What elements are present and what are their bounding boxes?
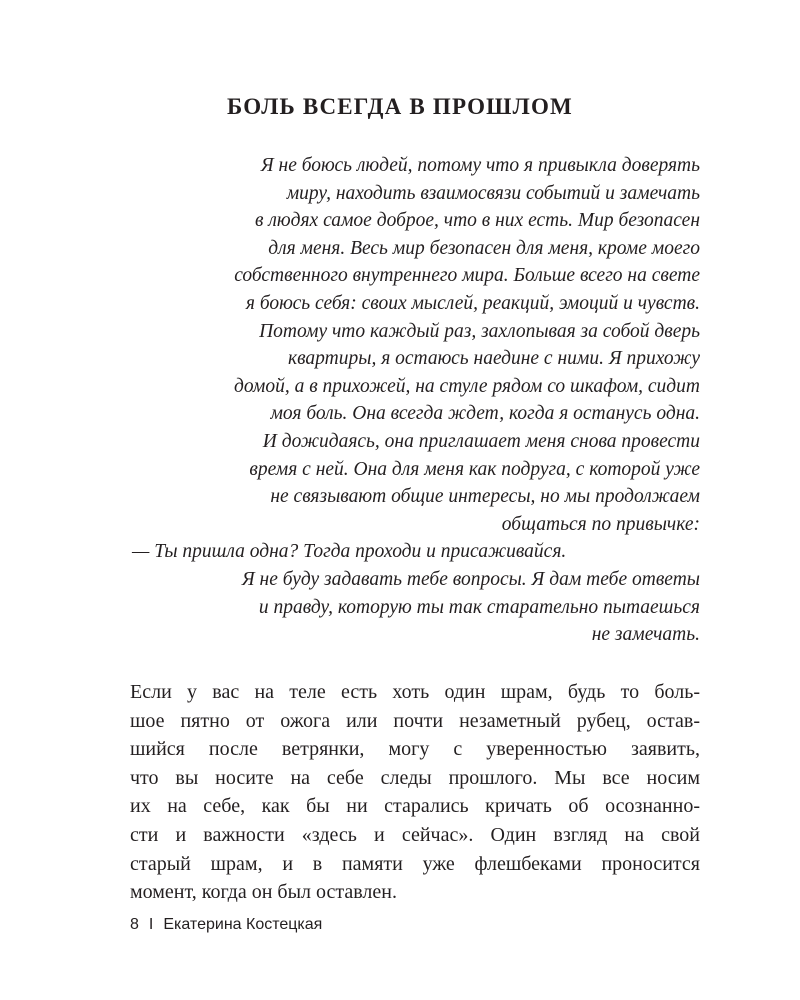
epigraph-line: Я не буду задавать тебе вопросы. Я дам тебе ответы — [241, 568, 700, 590]
epigraph-line: Я не боюсь людей, потому что я привыкла доверять — [260, 155, 700, 176]
body-line: сти и важности «здесь и сейчас». Один взгляд на свой — [130, 823, 700, 846]
epigraph-line: я боюсь себя: своих мыслей, реакций, эмоций и чувств. — [245, 292, 700, 314]
epigraph-line: моя боль. Она всегда ждет, когда я останусь одна. — [270, 403, 700, 425]
epigraph-line: миру, находить взаимосвязи событий и замечать — [286, 182, 700, 204]
body-line: шийся после ветрянки, могу с уверенностью заявить, — [130, 738, 700, 761]
epigraph-line: общаться по привычке: — [501, 513, 700, 535]
epigraph-line: в людях самое доброе, что в них есть. Мир безопасен — [255, 210, 700, 232]
epigraph-line: Потому что каждый раз, захлопывая за собой дверь — [259, 320, 700, 342]
epigraph-line: И дожидаясь, она приглашает меня снова провести — [262, 430, 700, 452]
epigraph-line: домой, а в прихожей, на стуле рядом со шкафом, сидит — [234, 375, 700, 397]
epigraph-line: время с ней. Она для меня как подруга, с которой уже — [249, 458, 700, 480]
running-footer — [130, 914, 322, 936]
epigraph-line: и правду, которую ты так старательно пытаешься — [258, 596, 700, 618]
body-line: момент, когда он был оставлен. — [130, 881, 397, 904]
body-line: Если у вас на теле есть хоть один шрам, будь то боль- — [130, 681, 700, 703]
body-line: старый шрам, и в памяти уже флешбеками проносится — [130, 852, 700, 875]
epigraph-dialogue-line: — Ты пришла одна? Тогда проходи и присаживайся. — [132, 541, 567, 563]
epigraph — [120, 152, 700, 649]
body-line: что вы носите на себе следы прошлого. Мы все носим — [130, 766, 700, 789]
author-name: Екатерина Костецкая — [163, 916, 323, 933]
body-line: шое пятно от ожога или почти незаметный рубец, остав- — [130, 709, 700, 732]
epigraph-line: для меня. Весь мир безопасен для меня, кроме моего — [268, 237, 700, 259]
footer-separator: I — [148, 916, 154, 933]
epigraph-line: не связывают общие интересы, но мы продолжаем — [270, 486, 700, 508]
epigraph-line: собственного внутреннего мира. Больше всего на свете — [234, 265, 700, 287]
epigraph-line: не замечать. — [591, 624, 700, 646]
epigraph-line: квартиры, я остаюсь наедине с ними. Я прихожу — [287, 348, 700, 370]
body-paragraph — [130, 678, 700, 907]
page-number: 8 — [130, 916, 139, 933]
body-line: их на себе, как бы ни старались кричать об осознанно- — [130, 795, 700, 818]
chapter-title: БОЛЬ ВСЕГДА В ПРОШЛОМ — [227, 94, 573, 119]
